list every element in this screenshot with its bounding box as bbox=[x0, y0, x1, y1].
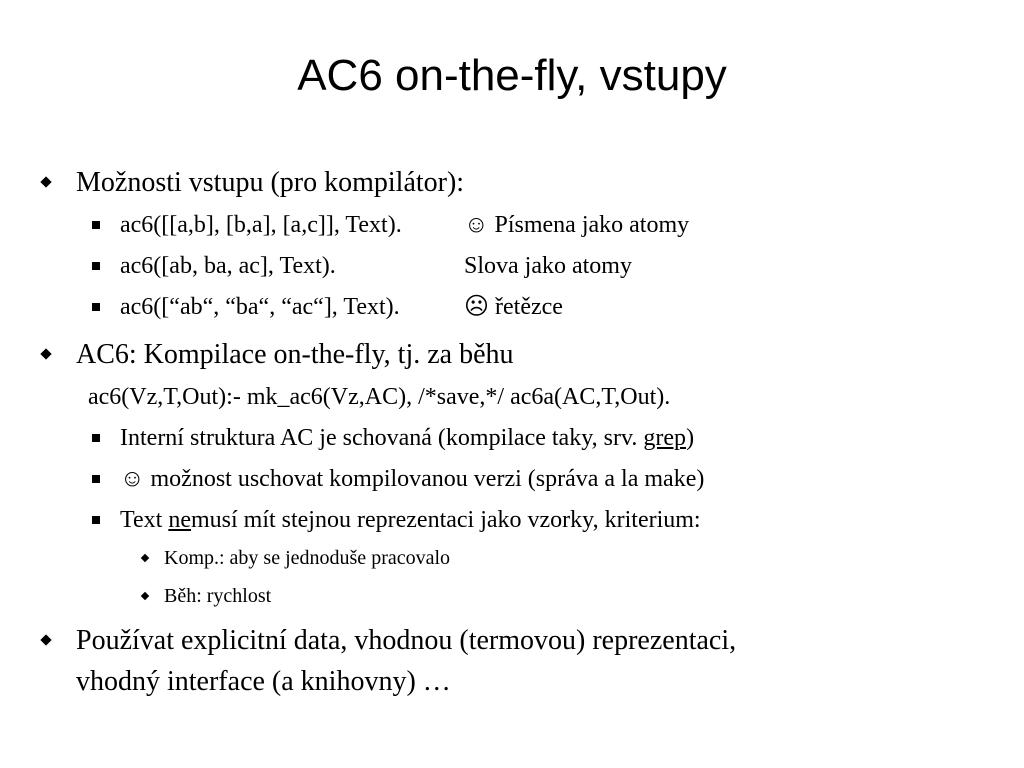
bullet-diamond-icon bbox=[40, 634, 51, 645]
sub-sub-bullet-run: Běh: rychlost bbox=[164, 585, 272, 607]
text-representation-post: musí mít stejnou reprezentaci jako vzorky, kriterium: bbox=[190, 507, 701, 533]
bullet-diamond-small-icon bbox=[141, 554, 149, 562]
sub-bullet-text-representation bbox=[120, 505, 701, 535]
code-words: ac6([ab, ba, ac], Text). bbox=[120, 253, 336, 279]
sub-sub-bullet-compile: Komp.: aby se jednoduše pracovalo bbox=[164, 547, 451, 569]
code-line-ac6: ac6(Vz,T,Out):- mk_ac6(Vz,AC), /*save,*/ ac6a(AC,T,Out). bbox=[88, 384, 671, 410]
bullet-explicit-data-line2: vhodný interface (a knihovny) … bbox=[76, 666, 451, 697]
grep-link-text: grep bbox=[643, 425, 687, 451]
bullet-square-icon bbox=[92, 434, 100, 442]
sub-bullet-save-version: ☺ možnost uschovat kompilovanou verzi (správa a la make) bbox=[120, 466, 705, 492]
bullet-input-options: Možnosti vstupu (pro kompilátor): bbox=[76, 167, 465, 198]
bullet-square-icon bbox=[92, 303, 100, 311]
internal-structure-text: Interní struktura AC je schovaná (kompilace taky, srv. bbox=[120, 425, 644, 451]
code-strings: ac6([“ab“, “ba“, “ac“], Text). bbox=[120, 294, 400, 320]
bullet-compilation: AC6: Kompilace on-the-fly, tj. za běhu bbox=[76, 339, 514, 370]
bullet-diamond-small-icon bbox=[141, 592, 149, 600]
sub-bullet-internal-structure bbox=[120, 423, 694, 453]
sub-bullet-words bbox=[120, 251, 820, 281]
bullet-square-icon bbox=[92, 516, 100, 524]
underlined-ne: ne bbox=[168, 507, 191, 533]
bullet-diamond-icon bbox=[40, 348, 51, 359]
bullet-explicit-data-line1: Používat explicitní data, vhodnou (termovou) reprezentaci, bbox=[76, 625, 737, 656]
sub-bullet-letters bbox=[120, 210, 820, 240]
sub-bullet-strings bbox=[120, 292, 820, 322]
internal-structure-close: ) bbox=[686, 425, 695, 451]
text-representation-pre: Text bbox=[120, 507, 169, 533]
code-letters: ac6([[a,b], [b,a], [a,c]], Text). bbox=[120, 212, 402, 238]
note-strings: ☹ řetězce bbox=[464, 294, 563, 320]
bullet-square-icon bbox=[92, 262, 100, 270]
note-letters: ☺ Písmena jako atomy bbox=[464, 212, 690, 238]
bullet-square-icon bbox=[92, 221, 100, 229]
slide-title: AC6 on-the-fly, vstupy bbox=[297, 51, 727, 100]
bullet-square-icon bbox=[92, 475, 100, 483]
bullet-diamond-icon bbox=[40, 176, 51, 187]
note-words: Slova jako atomy bbox=[464, 253, 632, 279]
